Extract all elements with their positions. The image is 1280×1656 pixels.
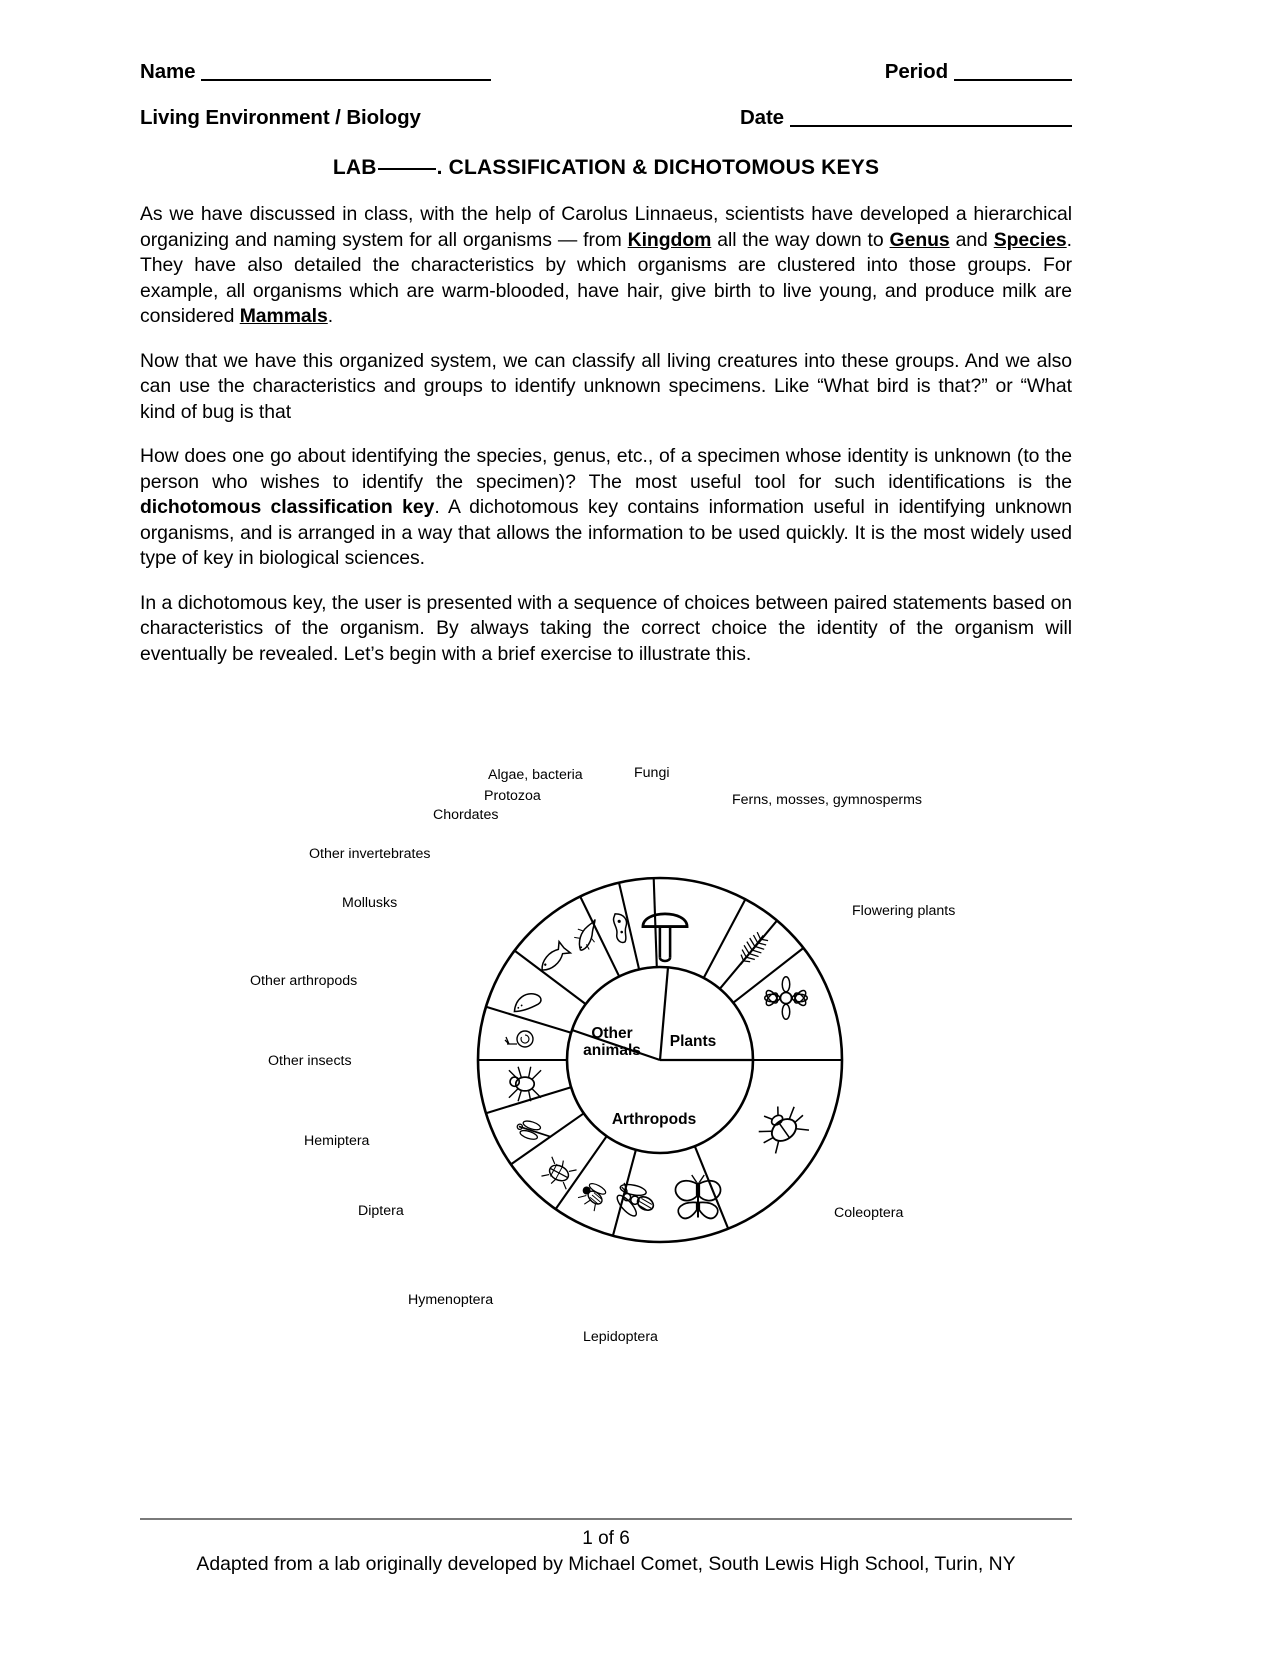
p3-segment-b: . A dichotomous key contains information useful in identifying unknown organisms, and is arranged in a way that allows the information to be used quickly. It is the most widely used type of key in biological sciences. — [140, 496, 1072, 569]
label-other-animals-line1: Other — [591, 1025, 633, 1042]
header-row-course-date — [140, 106, 1072, 130]
label-fungi: Fungi — [634, 765, 670, 781]
paragraph-organized-system: Now that we have this organized system, we can classify all living creatures into these groups. And we also can use the characteristics and groups to identify unknown specimens. Like “What bird is that?” or “What kind of bug is that — [140, 349, 1072, 423]
label-arthropods: Arthropods — [611, 1111, 697, 1128]
paragraph-identifying — [140, 444, 1072, 572]
label-flowering-plants: Flowering plants — [852, 903, 956, 919]
name-blank-line[interactable] — [201, 79, 491, 81]
page-number: 1 of 6 — [582, 1528, 630, 1549]
label-hymenoptera: Hymenoptera — [408, 1292, 494, 1308]
period-blank-line[interactable] — [954, 79, 1072, 81]
lab-number-blank[interactable] — [378, 168, 436, 170]
page-footer — [140, 1518, 1072, 1578]
label-other-insects: Other insects — [268, 1053, 352, 1069]
label-lepidoptera: Lepidoptera — [583, 1329, 658, 1345]
p1-segment-a: As we have discussed in class, with the help of Carolus Linnaeus, scientists have developed a hierarchical organizing and naming system for all organisms — from — [140, 203, 1072, 251]
label-coleoptera: Coleoptera — [834, 1205, 904, 1221]
label-mollusks: Mollusks — [342, 895, 398, 911]
wheel-glyphs — [505, 912, 812, 1224]
date-label: Date — [739, 106, 784, 129]
p1-segment-c: and — [949, 228, 994, 251]
label-other-invertebrates: Other invertebrates — [309, 846, 431, 862]
p3-segment-a: How does one go about identifying the species, genus, etc., of a specimen whose identity is unknown (to the person who wishes to identify the specimen)? The most useful tool for such identifications is the — [140, 445, 1072, 493]
title-prefix: LAB — [332, 156, 377, 179]
footer-divider — [140, 1518, 1072, 1520]
course-label: Living Environment / Biology — [140, 106, 421, 129]
label-ferns-mosses-gymnosperms: Ferns, mosses, gymnosperms — [732, 792, 923, 808]
term-mammals: Mammals — [239, 305, 328, 327]
label-other-animals-line2: animals — [583, 1042, 641, 1059]
footer-credit: Adapted from a lab originally developed by Michael Comet, South Lewis High School, Turin, NY — [196, 1553, 1016, 1575]
label-plants: Plants — [669, 1033, 717, 1050]
paragraph-paired-statements: In a dichotomous key, the user is presented with a sequence of choices between paired statements based on characteristics of the organism. By always taking the correct choice the identity of the organism will eventually be revealed. Let’s begin with a brief exercise to illustrate this. — [140, 591, 1072, 665]
label-other-arthropods: Other arthropods — [250, 973, 358, 989]
document-content — [140, 60, 1072, 667]
label-diptera: Diptera — [358, 1203, 404, 1219]
term-kingdom: Kingdom — [627, 228, 712, 251]
term-genus: Genus — [889, 228, 950, 251]
classification-wheel-diagram — [140, 755, 1140, 1365]
label-protozoa: Protozoa — [484, 788, 541, 804]
page-title — [140, 156, 1072, 180]
label-hemiptera: Hemiptera — [304, 1133, 370, 1149]
date-blank-line[interactable] — [790, 125, 1072, 127]
name-label: Name — [140, 60, 196, 83]
paragraph-intro — [140, 202, 1072, 330]
label-chordates: Chordates — [433, 807, 499, 823]
label-algae-bacteria: Algae, bacteria — [488, 767, 583, 783]
title-suffix: . CLASSIFICATION & DICHOTOMOUS KEYS — [436, 156, 880, 179]
p1-segment-e: . — [327, 305, 334, 327]
p1-segment-b: all the way down to — [711, 228, 890, 251]
term-species: Species — [993, 228, 1067, 251]
period-label: Period — [884, 60, 948, 83]
term-dichotomous-classification-key: dichotomous classification key — [140, 496, 435, 518]
header-row-name-period — [140, 60, 1072, 84]
p1-segment-d: . They have also detailed the characteristics by which organisms are clustered into those groups. For example, all organisms which are warm-blooded, have hair, give birth to live young, and produce milk are considered — [140, 228, 1073, 327]
